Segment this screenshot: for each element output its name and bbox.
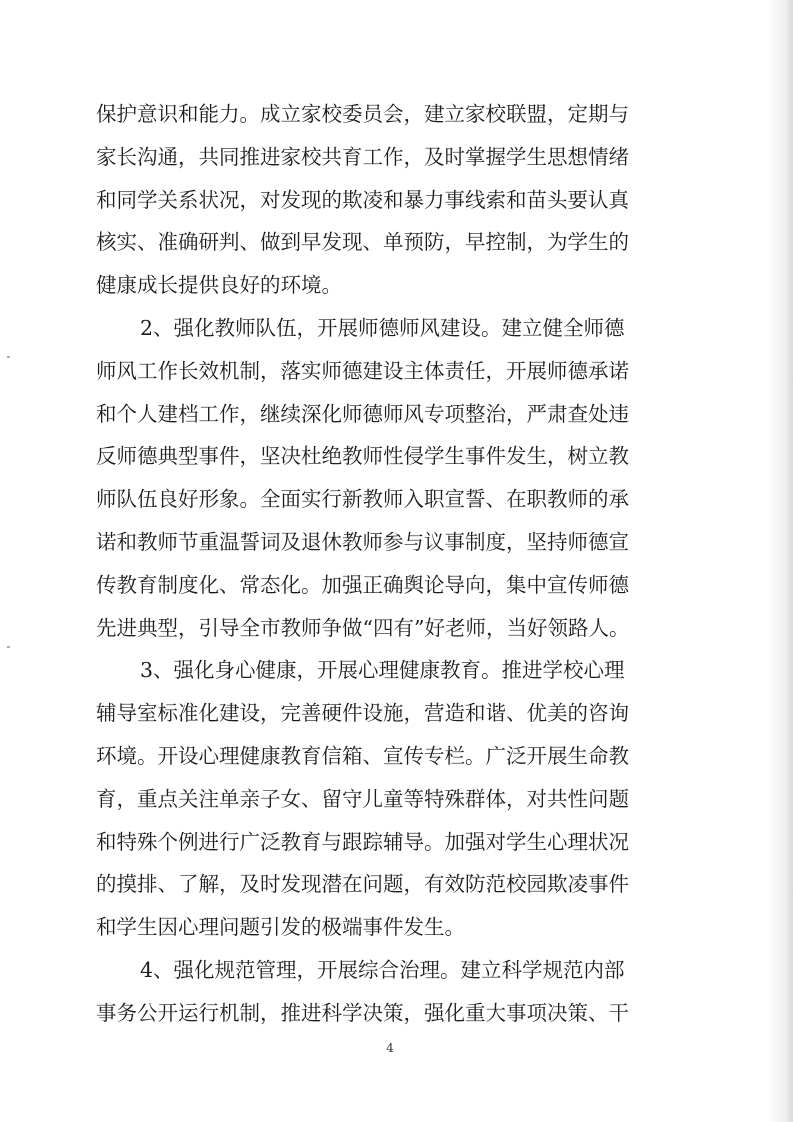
text-line: 师风工作长效机制，落实师德建设主体责任，开展师德承诺	[96, 358, 629, 383]
page-edge-shadow	[767, 0, 793, 1122]
text-line: 的摸排、了解，及时发现潜在问题，有效防范校园欺凌事件	[96, 872, 629, 897]
text-line: 和同学关系状况，对发现的欺凌和暴力事线索和苗头要认真	[96, 187, 629, 212]
text-line: 核实、准确研判、做到早发现、单预防，早控制，为学生的	[96, 230, 629, 255]
body-text	[96, 93, 706, 1035]
margin-scan-mark	[7, 646, 10, 648]
margin-scan-mark	[7, 356, 10, 358]
text-line: 师队伍良好形象。全面实行新教师入职宣誓、在职教师的承	[96, 487, 629, 512]
text-line: 和学生因心理问题引发的极端事件发生。	[96, 915, 465, 940]
text-line: 和个人建档工作，继续深化师德师风专项整治，严肃查处违	[96, 401, 629, 426]
paragraph-heading-line: 4、强化规范管理，开展综合治理。建立科学规范内部	[140, 957, 625, 982]
text-line: 和特殊个例进行广泛教育与跟踪辅导。加强对学生心理状况	[96, 829, 629, 854]
page-number: 4	[386, 1041, 394, 1055]
text-line: 事务公开运行机制，推进科学决策，强化重大事项决策、干	[96, 1000, 629, 1025]
text-line: 先进典型，引导全市教师争做“四有”好老师，当好领路人。	[96, 615, 630, 640]
text-line: 传教育制度化、常态化。加强正确舆论导向，集中宣传师德	[96, 572, 629, 597]
text-line: 家长沟通，共同推进家校共育工作，及时掌握学生思想情绪	[96, 144, 629, 169]
text-line: 育，重点关注单亲子女、留守儿童等特殊群体，对共性问题	[96, 786, 629, 811]
text-line: 诺和教师节重温誓词及退休教师参与议事制度，坚持师德宣	[96, 529, 629, 554]
paragraph-heading-line: 2、强化教师队伍，开展师德师风建设。建立健全师德	[140, 315, 625, 340]
text-line: 保护意识和能力。成立家校委员会，建立家校联盟，定期与	[96, 102, 629, 126]
text-line: 健康成长提供良好的环境。	[96, 273, 342, 298]
text-line: 辅导室标准化建设，完善硬件设施，营造和谐、优美的咨询	[96, 701, 629, 726]
text-line: 反师德典型事件，坚决杜绝教师性侵学生事件发生，树立教	[96, 444, 629, 469]
text-line: 环境。开设心理健康教育信箱、宣传专栏。广泛开展生命教	[96, 743, 629, 768]
paragraph-heading-line: 3、强化身心健康，开展心理健康教育。推进学校心理	[140, 658, 625, 683]
